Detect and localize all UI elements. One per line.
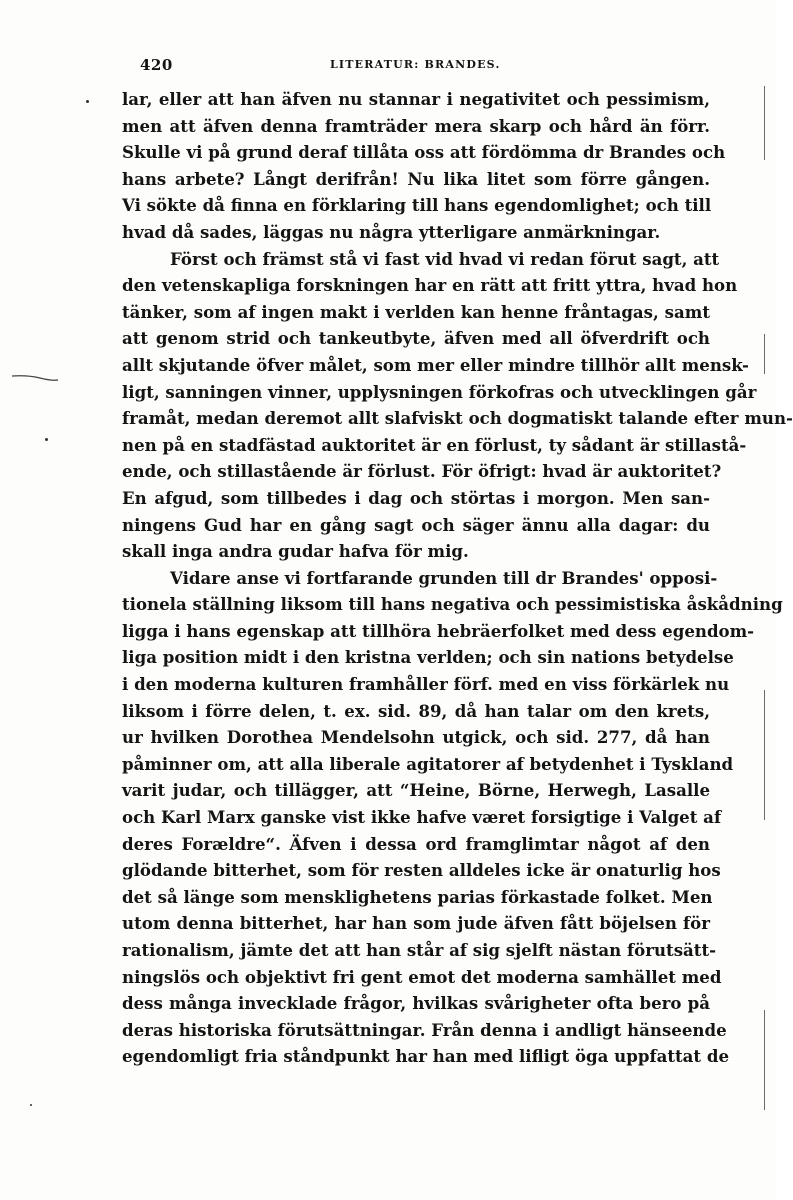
page-number: 420: [140, 56, 173, 74]
margin-dot: [45, 438, 48, 441]
text-line: tionela ställning liksom till hans negativa och pessimistiska åskådning: [122, 594, 783, 615]
text-line: skall inga andra gudar hafva för mig.: [122, 541, 469, 562]
text-line: egendomligt fria ståndpunkt har han med lifligt öga uppfattat de: [122, 1046, 730, 1067]
text-line: Skulle vi på grund deraf tillåta oss att fördömma dr Brandes och: [122, 142, 726, 163]
text-line: allt skjutande öfver målet, som mer eller mindre tillhör allt mensk-: [122, 354, 749, 375]
text-line: framåt, medan deremot allt slafviskt och dogmatiskt talande efter mun-: [122, 408, 793, 429]
paragraph: [122, 86, 726, 246]
margin-pencil-mark: [10, 372, 60, 382]
text-line: det så länge som mensklighetens parias förkastade folket. Men: [122, 886, 713, 907]
text-line: dess många invecklade frågor, hvilkas svårigheter ofta bero på: [122, 993, 710, 1014]
text-line: att genom strid och tankeutbyte, äfven med all öfverdrift och: [122, 328, 710, 349]
text-line: deras historiska förutsättningar. Från denna i andligt hänseende: [122, 1019, 727, 1040]
text-line: ur hvilken Dorothea Mendelsohn utgick, och sid. 277, då han: [122, 727, 710, 748]
page-edge-shadow: [764, 1010, 765, 1110]
text-line: tänker, som af ingen makt i verlden kan henne fråntagas, samt: [122, 301, 710, 322]
text-line: men att äfven denna framträder mera skarp och hård än förr.: [122, 115, 710, 136]
text-line: ligga i hans egenskap att tillhöra hebräerfolket med dess egendom-: [122, 620, 755, 641]
text-line: ligt, sanningen vinner, upplysningen förkofras och utvecklingen går: [122, 381, 757, 402]
page-edge-shadow: [764, 86, 765, 160]
text-line: deres Forældre“. Äfven i dessa ord framglimtar något af den: [122, 833, 710, 854]
text-line: ningens Gud har en gång sagt och säger ännu alla dagar: du: [122, 514, 710, 535]
paragraph: [122, 565, 783, 1070]
text-line: ningslös och objektivt fri gent emot det moderna samhället med: [122, 966, 722, 987]
running-head: LITERATUR: BRANDES.: [330, 58, 501, 71]
text-line: rationalism, jämte det att han står af sig sjelft nästan förutsätt-: [122, 940, 717, 960]
text-line: En afgud, som tillbedes i dag och störtas i morgon. Men san-: [122, 487, 710, 508]
text-line: varit judar, och tillägger, att “Heine, Börne, Herwegh, Lasalle: [122, 780, 710, 801]
text-line: och Karl Marx ganske vist ikke hafve været forsigtige i Valget af: [122, 807, 722, 828]
text-line: hans arbete? Långt derifrån! Nu lika litet som förre gången.: [122, 168, 710, 189]
text-line: Vi sökte då finna en förklaring till hans egendomlighet; och till: [122, 195, 712, 216]
text-line: liga position midt i den kristna verlden; och sin nations betydelse: [122, 647, 734, 668]
page-edge-shadow: [764, 690, 765, 820]
text-line: i den moderna kulturen framhåller förf. med en viss förkärlek nu: [122, 674, 730, 695]
text-line: utom denna bitterhet, har han som jude äfven fått böjelsen för: [122, 913, 710, 934]
text-line: ende, och stillastående är förlust. För öfrigt: hvad är auktoritet?: [122, 461, 722, 482]
page-edge-shadow: [764, 334, 765, 374]
paragraph: [122, 246, 793, 565]
text-line: lar, eller att han äfven nu stannar i negativitet och pessimism,: [122, 89, 710, 109]
text-line: Först och främst stå vi fast vid hvad vi redan förut sagt, att: [170, 248, 720, 269]
text-line: hvad då sades, läggas nu några ytterligare anmärkningar.: [122, 221, 661, 242]
text-line: liksom i förre delen, t. ex. sid. 89, då han talar om den krets,: [122, 700, 710, 721]
margin-dot: [30, 1104, 32, 1106]
text-line: glödande bitterhet, som för resten alldeles icke är onaturlig hos: [122, 860, 721, 881]
text-line: den vetenskapliga forskningen har en rätt att fritt yttra, hvad hon: [122, 275, 738, 296]
body-text: [122, 86, 793, 1070]
page-header: [140, 56, 700, 80]
text-line: påminner om, att alla liberale agitatorer af betydenhet i Tyskland: [122, 753, 734, 774]
text-line: nen på en stadfästad auktoritet är en förlust, ty sådant är stillastå-: [122, 434, 747, 455]
text-line: Vidare anse vi fortfarande grunden till dr Brandes' opposi-: [170, 567, 718, 588]
margin-dot: [86, 100, 89, 103]
